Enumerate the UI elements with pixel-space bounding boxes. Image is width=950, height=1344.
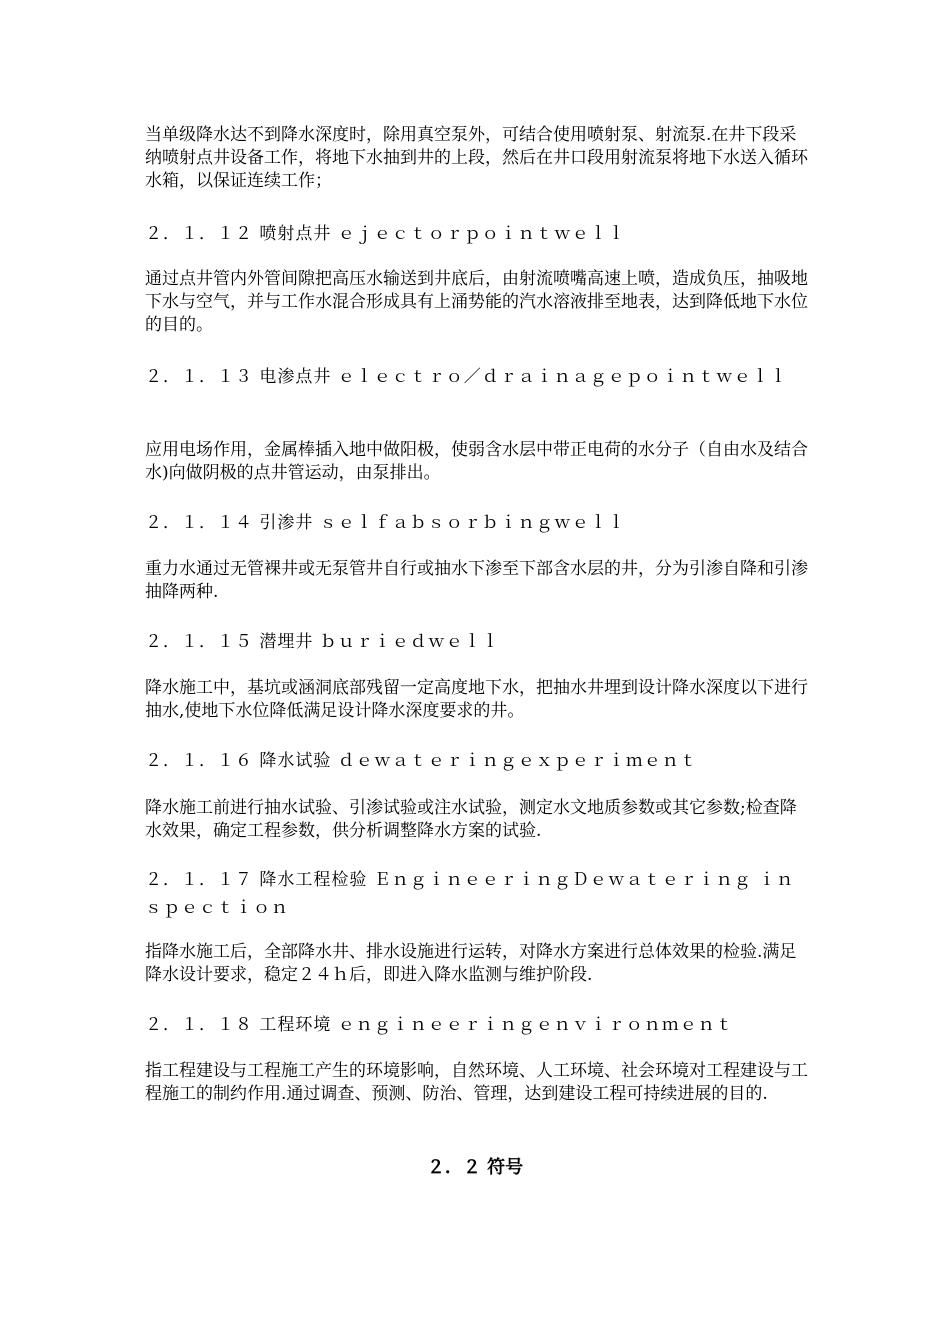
term-dewatering-experiment: ２．１．１６ 降水试验 ｄｅｗａｔｅｒｉｎｇｅｘｐｅｒｉｍｅｎｔ xyxy=(145,751,698,771)
term-self-absorbing-well: ２．１．１４ 引渗井 ｓｅｌｆａｂｓｏｒｂｉｎｇｗｅｌｌ xyxy=(145,513,626,533)
paragraph-dewatering-inspection-definition: 指降水施工后，全部降水井、排水设施进行运转，对降水方案进行总体效果的检验.满足降水设计要求，稳定２４ｈ后，即进入降水监测与维护阶段. xyxy=(145,942,797,985)
paragraph-engineering-environment-definition: 指工程建设与工程施工产生的环境影响，自然环境、人工环境、社会环境对工程建设与工程施工的制约作用.通过调查、预测、防治、管理，达到建设工程可持续进展的目的. xyxy=(145,1061,808,1104)
paragraph-ejector-point-well-definition: 通过点井管内外管间隙把高压水输送到井底后，由射流喷嘴高速上喷，造成负压，抽吸地下水与空气，并与工作水混合形成具有上涌势能的汽水溶液排至地表，达到降低地下水位的目的。 xyxy=(145,269,808,335)
term-buried-well: ２．１．１５ 潜埋井 ｂｕｒｉｅｄｗｅｌｌ xyxy=(145,632,500,652)
paragraph-self-absorbing-definition: 重力水通过无管裸井或无泵管井自行或抽水下渗至下部含水层的井，分为引渗自降和引渗抽降两种. xyxy=(145,559,808,602)
term-ejector-point-well: ２．１．１２ 喷射点井 ｅｊｅｃｔｏｒｐｏｉｎｔｗｅｌｌ xyxy=(145,224,626,244)
paragraph-electro-drainage-definition: 应用电场作用，金属棒插入地中做阳极，使弱含水层中带正电荷的水分子（自由水及结合水)向做阴极的点井管运动，由泵排出。 xyxy=(145,440,808,483)
paragraph-dewatering-experiment-definition: 降水施工前进行抽水试验、引渗试验或注水试验，测定水文地质参数或其它参数;检查降水效果，确定工程参数，供分析调整降水方案的试验. xyxy=(145,798,797,841)
term-engineering-dewatering-inspection: ２．１．１７ 降水工程检验 ＥｎｇｉｎｅｅｒｉｎｇＤｅｗａｔｅｒｉｎｇ ｉｎｓｐｅｃｔｉｏｎ xyxy=(145,870,795,918)
term-engineering-environment: ２．１．１８ 工程环境 ｅｎｇｉｎｅｅｒｉｎｇｅｎｖｉｒｏｎｍｅｎｔ xyxy=(145,1015,734,1035)
paragraph-buried-well-definition: 降水施工中，基坑或涵洞底部残留一定高度地下水，把抽水井埋到设计降水深度以下进行抽水,使地下水位降低满足设计降水深度要求的井。 xyxy=(145,678,808,721)
paragraph-jet-pump-usage: 当单级降水达不到降水深度时，除用真空泵外，可结合使用喷射泵、射流泵.在井下段采纳喷射点井设备工作，将地下水抽到井的上段，然后在井口段用射流泵将地下水送入循环水箱，以保证连续工作； xyxy=(145,125,808,191)
section-heading-symbols: ２．２ 符号 xyxy=(426,1157,524,1178)
term-electro-drainage-point-well: ２．１．１３ 电渗点井 ｅｌｅｃｔｒｏ／ｄｒａｉｎａｇｅｐｏｉｎｔｗｅｌｌ xyxy=(145,367,788,387)
